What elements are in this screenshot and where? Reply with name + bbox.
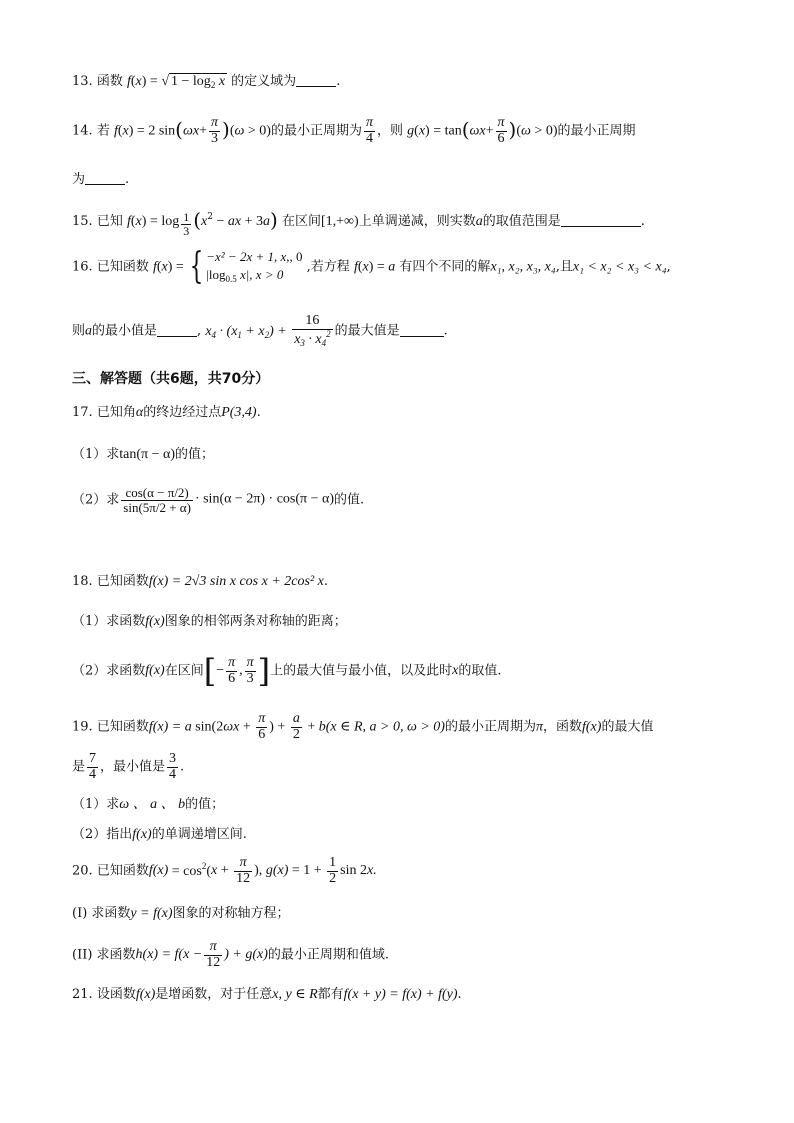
question-19: 19. 已知函数f(x) = a sin(2ωx + $\frac{\pi}{6}$ ) + $\frac{a}{2}$ + b(x ∈ R, a > 0, ω > 0)的最小正周期为π，函数f(x)的最大值	[72, 711, 654, 742]
q16-number: 16.	[72, 259, 93, 275]
q13-suffix: 的定义域为	[231, 74, 297, 89]
q15-number: 15.	[72, 214, 93, 229]
q20-part2: (II) 求函数h(x) = f(x − $\frac{\pi}{12}$ ) + g(x)的最小正周期和值域.	[72, 939, 390, 970]
q13-function: f	[126, 74, 131, 89]
question-17: 17. 已知角α的终边经过点P(3,4).	[72, 405, 261, 420]
q15-answer-blank[interactable]	[561, 214, 641, 227]
q13-number: 13.	[72, 74, 93, 89]
question-16-line2: 则a的最小值是 , $x_4 \cdot (x_1 + x_2)$ + $\frac{16}{x_3 \cdot x_4^2}$ 的最大值是 .	[72, 313, 448, 348]
q13-prefix: 函数	[96, 74, 123, 89]
question-16: 16. 已知函数 f(x) = { −x² − 2x + 1, x,, 0 $|\log_{0.5}$ x|, x > 0 ,若方程 f(x) = a 有四个不同的解x₁, x₂, x₃, x₄,且x₁ < x₂ < x₃ < x₄,	[72, 245, 671, 287]
q14-number: 14.	[72, 123, 93, 139]
q16-answer-blank-2[interactable]	[400, 324, 444, 337]
q19-part2: （2）指出f(x)的单调递增区间.	[72, 827, 247, 842]
question-14-line2: 为 .	[72, 172, 130, 187]
question-21: 21. 设函数f(x)是增函数，对于任意x, y ∈ R都有f(x + y) = f(x) + f(y).	[72, 987, 462, 1002]
q16-answer-blank-1[interactable]	[157, 324, 197, 337]
q14-answer-blank[interactable]	[85, 172, 125, 185]
question-19-line2: 是 $\frac{7}{4}$ ，最小值是 $\frac{3}{4}$ .	[72, 751, 185, 782]
q19-part1: （1）求ω 、 a 、 b的值；	[72, 797, 225, 812]
q18-part1: （1）求函数f(x)图象的相邻两条对称轴的距离；	[72, 614, 347, 629]
question-14: 14. 若 f(x) = 2 sin(ωx+ $\frac{\pi}{3}$ )(ω > 0)的最小正周期为 $\frac{\pi}{4}$ ，则 g(x) = tan(ωx+ $\frac{\pi}{6}$ )(ω > 0)的最小正周期	[72, 115, 636, 146]
q20-part1: (I) 求函数y = f(x)图象的对称轴方程；	[72, 906, 290, 921]
question-15: 15. 已知 f(x) = log $\frac{1}{3}$ ($x^2$ − ax + 3a) 在区间[1,+∞)上单调递减，则实数a的取值范围是 .	[72, 208, 645, 238]
q16-piecewise: −x² − 2x + 1, x,, 0 $|\log_{0.5}$ x|, x > 0	[206, 249, 303, 285]
q13-answer-blank[interactable]	[296, 74, 336, 87]
section-heading: 三、解答题（共6题，共70分）	[72, 371, 270, 387]
q18-part2: （2）求函数f(x)在区间[− $\frac{\pi}{6}$ , $\frac{\pi}{3}$ ]上的最大值与最小值，以及此时x的取值.	[72, 652, 502, 690]
question-13: 13. 函数 f(x) = √ $1 - \log_2 x$ 的定义域为 .	[72, 74, 341, 90]
question-20: 20. 已知函数$f(x) = \cos^2(x$ + $\frac{\pi}{12}$ ), g(x) = 1 + $\frac{1}{2}$ sin 2x.	[72, 855, 377, 886]
question-18: 18. 已知函数f(x) = 2√3 sin x cos x + 2cos² x.	[72, 574, 328, 589]
q17-part1: （1）求tan(π − α)的值；	[72, 447, 215, 462]
q17-part2: （2）求 $\frac{\cos(\alpha - \pi/2)}{\sin(5\pi/2 + \alpha)}$ · sin(α − 2π) · cos(π − α)的值.	[72, 485, 365, 515]
